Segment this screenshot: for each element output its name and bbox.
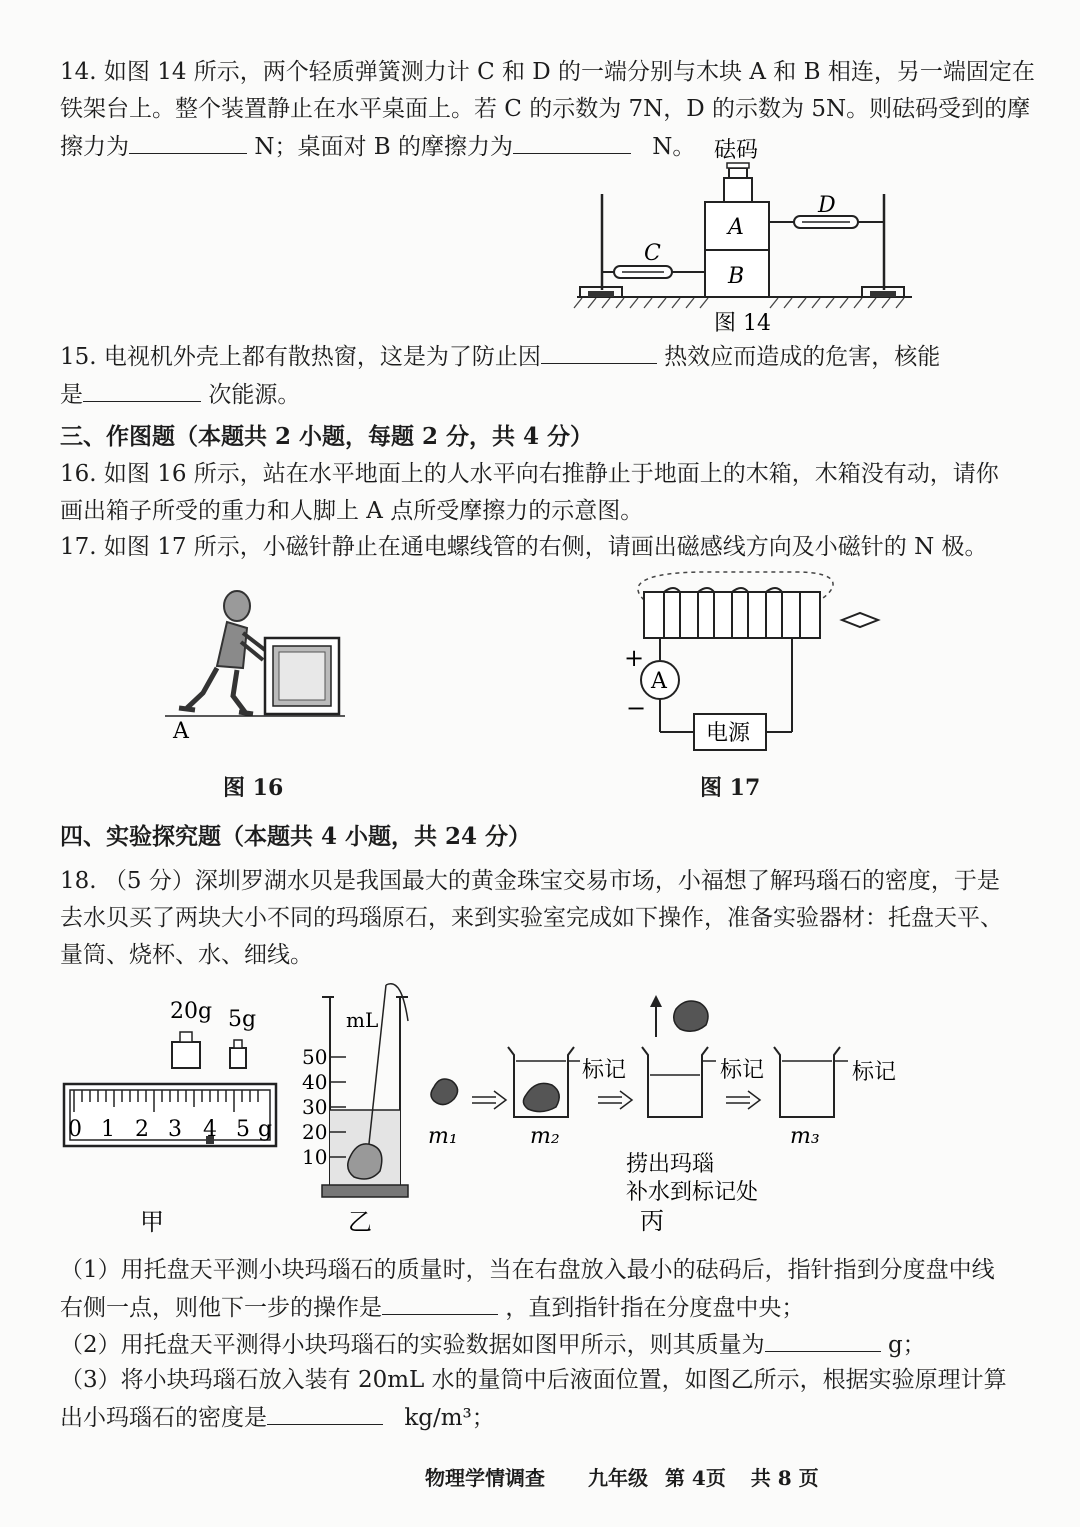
left-stand (580, 194, 622, 297)
section3-heading: 三、作图题（本题共 2 小题，每题 2 分，共 4 分） (60, 423, 594, 450)
scale-0: 0 (68, 1117, 82, 1142)
cyl-10: 10 (302, 1145, 328, 1169)
cyl-30: 30 (302, 1095, 328, 1119)
q18-line1: 18. （5 分）深圳罗湖水贝是我国最大的黄金珠宝交易市场，小福想了解玛瑙石的密度，于是 (60, 868, 1000, 894)
q15-text-c: 是 (60, 382, 83, 408)
scale-5: 5 (236, 1117, 250, 1142)
mark-label-3: 标记 (852, 1060, 897, 1085)
weight-block (724, 163, 752, 202)
figure-yi (300, 985, 430, 1235)
q18-p3-text-b: 出小玛瑙石的密度是 (60, 1405, 267, 1431)
figure-16 (165, 588, 365, 758)
caption-bing: 丙 (640, 1207, 664, 1235)
figure-bing (420, 985, 940, 1235)
compass-needle (842, 613, 878, 627)
q18-p2-text-b: g； (887, 1332, 926, 1358)
mark-label-1: 标记 (582, 1058, 627, 1083)
weight-label: 砝码 (714, 138, 759, 163)
q15-blank-1[interactable] (541, 341, 657, 364)
cyl-50: 50 (302, 1045, 328, 1069)
q18-p3-line2 (60, 1402, 495, 1433)
figure-17 (616, 570, 896, 755)
q15-text-d: 次能源。 (208, 382, 301, 408)
weight-5g (230, 1040, 246, 1068)
q14-line2: 铁架台上。整个装置静止在水平桌面上。若 C 的示数为 7N，D 的示数为 5N。则砝码受到的摩 (60, 96, 1031, 122)
label-c: C (644, 241, 661, 266)
person-pushing (179, 591, 265, 714)
caption-yi: 乙 (348, 1208, 372, 1236)
q15-line1 (60, 341, 940, 372)
q18-p1-line1: （1）用托盘天平测小块玛瑙石的质量时，当在右盘放入最小的砝码后，指针指到分度盘中线 (60, 1257, 995, 1283)
fig14-caption: 图 14 (714, 311, 771, 336)
q15-line2 (60, 379, 300, 410)
m2-label: m₂ (530, 1124, 560, 1149)
q16-line2: 画出箱子所受的重力和人脚上 A 点所受摩擦力的示意图。 (60, 498, 644, 524)
spring-scale-c (602, 266, 705, 278)
q18-p3-text-c: kg/m³； (404, 1405, 495, 1431)
weight-20g (172, 1032, 200, 1068)
q17-line1: 17. 如图 17 所示，小磁针静止在通电螺线管的右侧，请画出磁感线方向及小磁针的 N 极。 (60, 534, 988, 560)
wooden-box (265, 638, 339, 714)
label-a: A (728, 215, 744, 240)
footer-page: 第 4页 (664, 1466, 726, 1490)
q16-line1: 16. 如图 16 所示，站在水平地面上的人水平向右推静止于地面上的木箱，木箱没有动，请你 (60, 461, 999, 487)
q18-line2: 去水贝买了两块大小不同的玛瑙原石，来到实验室完成如下操作，准备实验器材：托盘天平、 (60, 905, 1003, 931)
m3-label: m₃ (790, 1124, 820, 1149)
lifted-agate (674, 1001, 708, 1031)
figure-14 (572, 132, 932, 336)
weight-20g-label: 20g (170, 999, 213, 1024)
note-remove-agate: 捞出玛瑙 (626, 1152, 715, 1177)
q18-p2-text-a: （2）用托盘天平测得小块玛瑙石的实验数据如图甲所示，则其质量为 (60, 1332, 765, 1358)
q18-p1-text-b: 右侧一点，则他下一步的操作是 (60, 1295, 382, 1321)
right-stand (862, 194, 904, 297)
q15-text-b: 热效应而造成的危害，核能 (664, 344, 941, 370)
note-refill-water: 补水到标记处 (626, 1180, 759, 1205)
scale-1: 1 (101, 1117, 115, 1142)
figure-jia (60, 990, 290, 1240)
point-a-label: A (173, 719, 189, 744)
caption-jia: 甲 (140, 1208, 164, 1236)
q14-text-b: N；桌面对 B 的摩擦力为 (254, 134, 513, 160)
q18-blank-2[interactable] (765, 1329, 881, 1352)
agate-stone (431, 1079, 458, 1105)
cylinder-scale (302, 1045, 327, 1169)
weight-5g-label: 5g (228, 1007, 257, 1032)
arrow-3 (726, 1091, 760, 1109)
arrow-1 (472, 1091, 506, 1109)
ml-label: mL (346, 1008, 379, 1032)
q14-blank-1[interactable] (129, 131, 247, 154)
q18-p1-text-c: ，直到指针指在分度盘中央； (505, 1295, 805, 1321)
beaker-2 (642, 1047, 716, 1117)
minus-sign: − (626, 694, 647, 722)
q15-text-a: 15. 电视机外壳上都有散热窗，这是为了防止因 (60, 344, 541, 370)
ammeter-label: A (651, 669, 667, 694)
beaker-3 (774, 1047, 848, 1117)
m1-label: m₁ (428, 1124, 458, 1149)
page-footer (425, 1462, 819, 1491)
q18-p3-line1: （3）将小块玛瑙石放入装有 20mL 水的量筒中后液面位置，如图乙所示，根据实验原理计算 (60, 1367, 1007, 1393)
q18-blank-1[interactable] (382, 1292, 498, 1315)
q14-text-c: N。 (652, 134, 696, 160)
label-b: B (728, 264, 745, 289)
q18-p2-line (60, 1329, 926, 1360)
plus-sign: + (624, 644, 645, 672)
q14-text-a: 擦力为 (60, 134, 129, 160)
arrow-2 (598, 1091, 632, 1109)
q18-blank-3[interactable] (267, 1402, 383, 1425)
mark-label-2: 标记 (720, 1058, 765, 1083)
fig17-caption: 图 17 (700, 775, 761, 801)
footer-total: 共 8 页 (750, 1466, 819, 1490)
scale-unit: g (258, 1117, 273, 1142)
section4-heading: 四、实验探究题（本题共 4 小题，共 24 分） (60, 823, 532, 850)
beaker-1 (508, 1047, 580, 1117)
lift-arrow (650, 995, 662, 1037)
q18-line3: 量筒、烧杯、水、细线。 (60, 942, 313, 968)
q15-blank-2[interactable] (83, 379, 201, 402)
scale-4: 4 (203, 1117, 217, 1142)
q14-line1: 14. 如图 14 所示，两个轻质弹簧测力计 C 和 D 的一端分别与木块 A 和 B 相连，另一端固定在 (60, 59, 1035, 85)
scale-2: 2 (135, 1117, 149, 1142)
cyl-40: 40 (302, 1070, 328, 1094)
footer-grade: 九年级 (587, 1466, 648, 1490)
q18-p1-line2 (60, 1292, 804, 1323)
footer-subject: 物理学情调查 (425, 1466, 545, 1490)
fig16-caption: 图 16 (223, 775, 284, 801)
scale-3: 3 (168, 1117, 182, 1142)
label-d: D (818, 193, 836, 218)
cyl-20: 20 (302, 1120, 328, 1144)
power-source-label: 电源 (706, 721, 751, 746)
